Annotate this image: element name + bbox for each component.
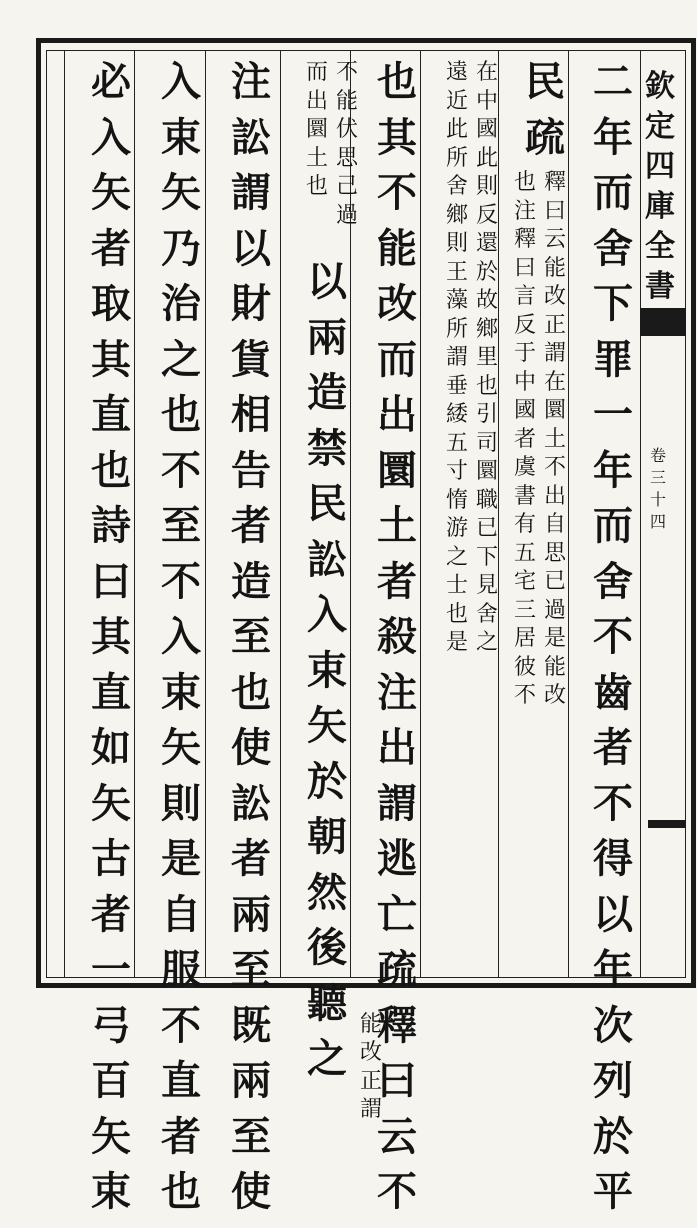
text-char: 不 (161, 1001, 201, 1049)
text-char: 至 (231, 946, 271, 993)
margin-title-char: 四 (645, 149, 675, 184)
text-char: 矢 (161, 169, 201, 216)
annotation-char: 此 (475, 145, 498, 171)
annotation-char: 緌 (445, 402, 468, 427)
annotation-char: 言 (513, 284, 536, 309)
annotation-char: 是 (445, 630, 468, 655)
text-char: 年 (593, 113, 633, 161)
margin-title-char: 庫 (645, 189, 675, 224)
text-char: 舍 (593, 224, 633, 272)
annotation-char: 還 (475, 231, 498, 256)
text-char: 直 (91, 668, 131, 716)
text-char: 貨 (231, 335, 271, 383)
margin-title-char: 欽 (645, 69, 675, 104)
text-char: 其 (377, 113, 417, 161)
text-column (86, 58, 136, 1228)
text-char: 束 (161, 113, 201, 161)
annotation-char: 者 (513, 426, 536, 452)
annotation-char: 也 (445, 601, 468, 627)
annotation-char: 改 (543, 284, 566, 309)
annotation-char: 謂 (359, 1097, 382, 1122)
annotation-char: 土 (543, 426, 566, 452)
text-char: 入 (161, 58, 201, 105)
annotation-subcolumn (358, 1011, 384, 1128)
text-char: 注 (231, 58, 271, 105)
text-char: 入 (307, 591, 347, 638)
annotation-char: 國 (475, 117, 498, 142)
text-char: 直 (161, 1057, 201, 1104)
annotation-char: 鄉 (475, 316, 498, 342)
text-char: 改 (377, 280, 417, 327)
annotation-char: 五 (445, 430, 468, 456)
column-rule (280, 50, 281, 978)
text-char: 出 (377, 391, 417, 438)
text-char: 訟 (307, 535, 347, 583)
margin-juan-char: 四 (649, 512, 666, 531)
annotation-column-pair (510, 172, 570, 714)
text-char: 訟 (231, 113, 271, 161)
text-char: 其 (91, 335, 131, 383)
text-char: 列 (593, 1057, 633, 1104)
text-char: 聽 (307, 979, 347, 1027)
annotation-char: 不 (543, 455, 566, 480)
text-char: 詩 (91, 502, 131, 549)
text-char: 謂 (377, 779, 417, 827)
annotation-char: 遠 (445, 60, 468, 85)
text-char: 而 (593, 502, 633, 549)
annotation-char: 中 (475, 88, 498, 114)
annotation-char: 也 (513, 170, 536, 195)
annotation-char: 過 (335, 202, 358, 228)
annotation-char: 而 (305, 60, 328, 85)
text-char: 也 (231, 668, 271, 716)
margin-title-char: 定 (645, 109, 675, 144)
annotation-char: 寸 (445, 459, 468, 484)
text-char: 疏 (525, 113, 565, 161)
text-char: 朝 (307, 813, 347, 860)
annotation-char: 出 (305, 88, 328, 114)
text-char: 亡 (377, 890, 417, 938)
text-char: 也 (161, 1168, 201, 1215)
text-char: 使 (231, 724, 271, 771)
annotation-char: 所 (445, 316, 468, 342)
text-char: 服 (161, 946, 201, 993)
text-char: 次 (593, 1001, 633, 1049)
annotation-char: 故 (475, 288, 498, 313)
text-char: 矢 (91, 169, 131, 216)
text-char: 民 (307, 480, 347, 527)
text-char: 至 (231, 613, 271, 660)
text-char: 乃 (161, 224, 201, 272)
text-char: 財 (231, 280, 271, 327)
fishtail-mark (640, 308, 686, 336)
annotation-char: 能 (543, 255, 566, 281)
annotation-char: 釋 (513, 227, 536, 252)
text-char: 能 (377, 224, 417, 272)
annotation-char: 近 (445, 88, 468, 114)
margin-volume-label (640, 448, 676, 536)
annotation-char: 於 (475, 259, 498, 285)
text-char: 者 (91, 224, 131, 272)
text-char: 矢 (307, 702, 347, 749)
annotation-char: 注 (513, 198, 536, 224)
text-column (302, 258, 352, 1095)
annotation-char: 土 (305, 145, 328, 171)
text-char: 弓 (91, 1001, 131, 1049)
text-char: 直 (91, 391, 131, 438)
annotation-char: 國 (513, 398, 536, 423)
annotation-char: 士 (445, 573, 468, 598)
text-char: 殺 (377, 613, 417, 660)
annotation-char: 己 (335, 174, 358, 199)
annotation-subcolumn (332, 62, 362, 233)
text-char: 年 (593, 446, 633, 494)
text-char: 束 (91, 1168, 131, 1215)
text-char: 注 (377, 668, 417, 716)
annotation-char: 已 (543, 569, 566, 594)
annotation-char: 也 (475, 373, 498, 399)
text-char: 一 (91, 946, 131, 993)
annotation-char: 里 (475, 345, 498, 370)
text-char: 曰 (91, 557, 131, 605)
text-char: 齒 (593, 668, 633, 716)
annotation-char: 則 (445, 231, 468, 256)
annotation-char: 能 (543, 654, 566, 680)
text-char: 年 (593, 946, 633, 993)
annotation-char: 出 (543, 483, 566, 509)
annotation-char: 圜 (305, 117, 328, 142)
fishtail-mark (648, 820, 686, 828)
annotation-char: 彼 (513, 654, 536, 680)
annotation-char: 能 (359, 1011, 382, 1037)
annotation-char: 虞 (513, 455, 536, 480)
annotation-char: 見 (475, 573, 498, 598)
text-char: 古 (91, 835, 131, 882)
text-char: 造 (231, 557, 271, 605)
text-column (520, 58, 570, 173)
annotation-char: 之 (445, 544, 468, 570)
annotation-char: 藻 (445, 288, 468, 313)
annotation-subcolumn (540, 172, 570, 714)
text-char: 兩 (231, 890, 271, 938)
text-char: 以 (231, 224, 271, 272)
annotation-char: 曰 (543, 198, 566, 224)
text-char: 以 (307, 258, 347, 305)
annotation-char: 王 (445, 259, 468, 285)
text-char: 訟 (231, 779, 271, 827)
text-char: 相 (231, 391, 271, 438)
text-char: 治 (161, 280, 201, 327)
annotation-char: 思 (335, 145, 358, 171)
text-char: 兩 (307, 313, 347, 361)
text-char: 造 (307, 369, 347, 416)
text-char: 者 (231, 835, 271, 882)
text-char: 其 (91, 613, 131, 660)
annotation-char: 圜 (475, 459, 498, 484)
annotation-char: 不 (513, 683, 536, 708)
annotation-column-pair (442, 62, 502, 661)
annotation-char: 伏 (335, 117, 358, 142)
text-char: 曰 (377, 1057, 417, 1104)
text-char: 矢 (91, 1112, 131, 1160)
text-column (588, 58, 638, 1228)
text-char: 不 (377, 1168, 417, 1215)
annotation-char: 居 (513, 626, 536, 651)
annotation-char: 云 (543, 227, 566, 252)
margin-juan-char: 三 (649, 468, 666, 487)
text-char: 下 (593, 280, 633, 327)
annotation-char: 司 (475, 430, 498, 456)
text-char: 告 (231, 446, 271, 494)
text-char: 者 (91, 890, 131, 938)
margin-book-title (642, 69, 678, 312)
text-char: 得 (593, 835, 633, 882)
text-char: 者 (161, 1112, 201, 1160)
annotation-char: 能 (335, 88, 358, 114)
annotation-char: 在 (475, 60, 498, 85)
text-char: 既 (231, 1001, 271, 1049)
text-char: 之 (161, 335, 201, 383)
annotation-char: 所 (445, 145, 468, 171)
annotation-char: 思 (543, 540, 566, 566)
text-char: 束 (307, 646, 347, 694)
text-char: 至 (161, 502, 201, 549)
text-char: 也 (161, 391, 201, 438)
text-char: 至 (231, 1112, 271, 1160)
annotation-char: 過 (543, 597, 566, 623)
annotation-char: 謂 (543, 341, 566, 366)
annotation-subcolumn (442, 62, 472, 661)
annotation-subcolumn (472, 62, 502, 661)
text-char: 入 (161, 613, 201, 660)
text-char: 束 (161, 668, 201, 716)
annotation-char: 游 (445, 516, 468, 541)
text-char: 矢 (161, 724, 201, 771)
text-char: 然 (307, 868, 347, 916)
text-char: 百 (91, 1057, 131, 1104)
text-char: 以 (593, 890, 633, 938)
text-char: 出 (377, 724, 417, 771)
text-char: 者 (593, 724, 633, 771)
text-char: 必 (91, 58, 131, 105)
annotation-char: 惰 (445, 487, 468, 513)
annotation-char: 也 (305, 174, 328, 199)
annotation-char: 正 (543, 312, 566, 338)
text-char: 平 (593, 1168, 633, 1215)
text-char: 者 (231, 502, 271, 549)
annotation-char: 已 (475, 516, 498, 541)
column-rule (64, 50, 65, 978)
text-char: 不 (377, 169, 417, 216)
text-char: 禁 (307, 424, 347, 472)
text-char: 罪 (593, 335, 633, 383)
margin-title-char: 全 (645, 229, 675, 264)
text-char: 自 (161, 890, 201, 938)
text-char: 民 (525, 58, 565, 105)
annotation-char: 正 (359, 1068, 382, 1094)
text-char: 云 (377, 1112, 417, 1160)
annotation-char: 曰 (513, 255, 536, 281)
text-char: 逃 (377, 835, 417, 882)
text-char: 入 (91, 113, 131, 161)
margin-juan-char: 十 (649, 490, 666, 509)
annotation-char: 五 (513, 540, 536, 566)
annotation-char: 引 (475, 402, 498, 427)
annotation-char: 中 (513, 369, 536, 395)
annotation-char: 舍 (445, 174, 468, 199)
text-column (226, 58, 276, 1228)
annotation-char: 則 (475, 174, 498, 199)
annotation-char: 反 (475, 202, 498, 228)
text-char: 如 (91, 724, 131, 771)
annotation-char: 此 (445, 117, 468, 142)
text-char: 不 (593, 779, 633, 827)
annotation-char: 謂 (445, 345, 468, 370)
annotation-subcolumn (302, 62, 332, 233)
text-char: 矢 (91, 779, 131, 827)
annotation-char: 于 (513, 341, 536, 366)
text-char: 者 (377, 557, 417, 605)
text-char: 疏 (377, 946, 417, 993)
annotation-char: 垂 (445, 373, 468, 399)
text-char: 而 (377, 335, 417, 383)
text-char: 也 (91, 446, 131, 494)
text-column (156, 58, 206, 1228)
annotation-char: 職 (475, 487, 498, 513)
annotation-char: 反 (513, 312, 536, 338)
annotation-subcolumn (510, 172, 540, 714)
annotation-char: 圜 (543, 398, 566, 423)
annotation-char: 之 (475, 630, 498, 655)
text-char: 二 (593, 58, 633, 105)
margin-title-char: 書 (645, 269, 675, 304)
annotation-char: 不 (335, 60, 358, 85)
text-char: 不 (161, 557, 201, 605)
text-char: 是 (161, 835, 201, 882)
text-char: 之 (307, 1035, 347, 1082)
annotation-char: 改 (359, 1040, 382, 1065)
margin-juan-char: 卷 (649, 446, 666, 465)
text-char: 後 (307, 924, 347, 971)
annotation-char: 自 (543, 512, 566, 537)
text-char: 也 (377, 58, 417, 105)
text-char: 使 (231, 1168, 271, 1215)
annotation-char: 是 (543, 626, 566, 651)
text-char: 則 (161, 779, 201, 827)
text-char: 於 (593, 1112, 633, 1160)
annotation-char: 宅 (513, 569, 536, 594)
annotation-char: 下 (475, 544, 498, 570)
text-char: 兩 (231, 1057, 271, 1104)
text-char: 不 (593, 613, 633, 660)
text-char: 舍 (593, 557, 633, 605)
annotation-char: 鄉 (445, 202, 468, 228)
annotation-char: 有 (513, 512, 536, 537)
text-char: 釋 (377, 1001, 417, 1049)
text-char: 土 (377, 502, 417, 549)
annotation-char: 在 (543, 369, 566, 395)
annotation-column-pair (302, 62, 362, 233)
annotation-char: 舍 (475, 601, 498, 627)
annotation-char: 釋 (543, 170, 566, 195)
text-char: 於 (307, 757, 347, 805)
annotation-char: 三 (513, 597, 536, 623)
annotation-char: 改 (543, 683, 566, 708)
text-char: 不 (161, 446, 201, 494)
text-char: 圜 (377, 446, 417, 494)
annotation-char: 書 (513, 483, 536, 509)
text-char: 謂 (231, 169, 271, 216)
text-char: 一 (593, 391, 633, 438)
text-char: 而 (593, 169, 633, 216)
text-char: 取 (91, 280, 131, 327)
